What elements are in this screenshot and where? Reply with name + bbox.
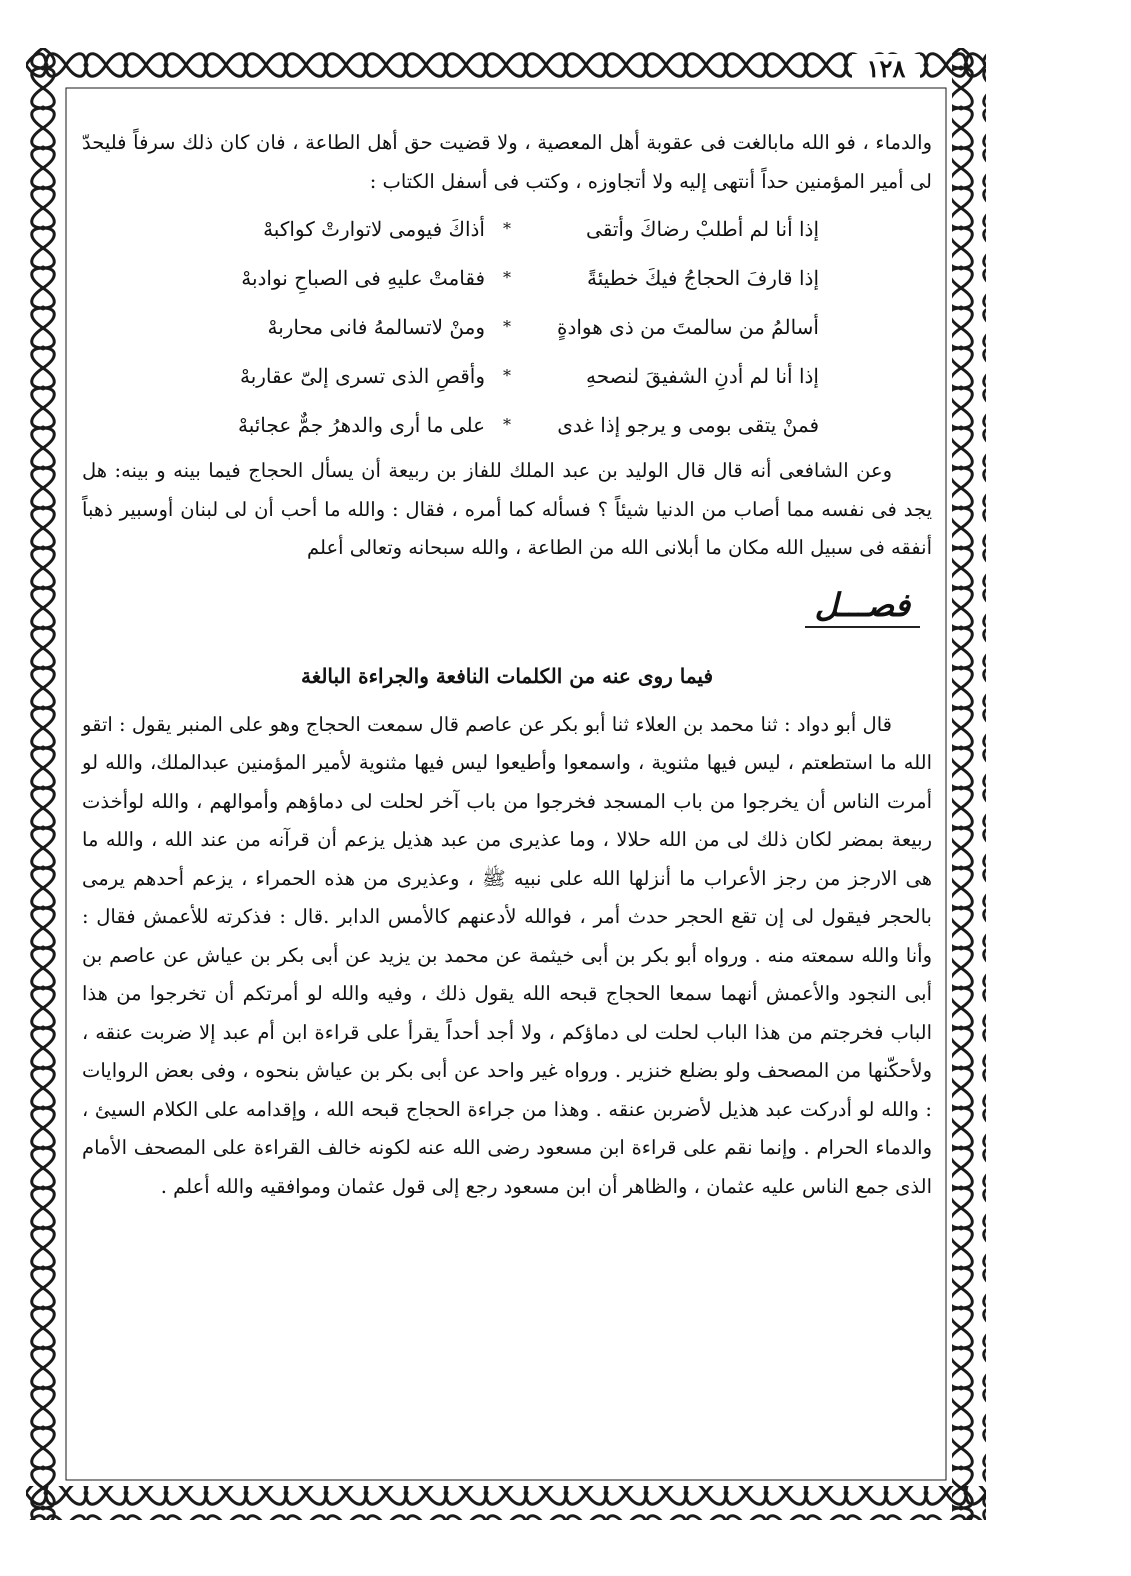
verse-first-hemistich: إذا أنا لم أدنِ الشفيقَ لنصحهِ <box>585 364 819 389</box>
verse-first-hemistich: فمنْ يتقى بومى و يرجو إذا غدى <box>557 413 819 438</box>
verse-second-hemistich: فقامتْ عليهِ فى الصباحِ نوادبهْ <box>241 266 485 291</box>
verse-first-hemistich: إذا قارفَ الحجاجُ فيكَ خطيئةً <box>587 266 819 291</box>
poem-verse <box>82 303 932 352</box>
verse-second-hemistich: على ما أرى والدهرُ جمٌّ عجائبهْ <box>237 413 485 438</box>
page-number: ١٢٨ <box>852 54 920 83</box>
verse-first-hemistich: أسالمُ من سالمتَ من ذى هوادةٍ <box>556 315 819 340</box>
verse-separator: * <box>503 219 511 239</box>
poem-verse <box>82 401 932 450</box>
poem-verse <box>82 254 932 303</box>
verse-second-hemistich: وأقصِ الذى تسرى إلىّ عقاربهْ <box>239 364 485 389</box>
verse-separator: * <box>503 317 511 337</box>
fasl-heading <box>82 586 932 630</box>
main-paragraph: قال أبو دواد : ثنا محمد بن العلاء ثنا أبو بكر عن عاصم قال سمعت الحجاج وهو على المنبر يقول : اتقو الله ما استطعتم ، ليس فيها مثنوية ، واسمعوا وأطيعوا ليس فيها مثنوية لأمير المؤمنين عبدالملك، والله لو أمرت الناس أن يخرجوا من باب المسجد فخرجوا من باب آخر لحلت لى دماؤهم وأموالهم ، والله لوأخذت ربيعة بمضر لكان ذلك لى من الله حلالا ، وما عذيرى من عبد هذيل يزعم أن قرآنه من عند الله ، والله ما هى الارجز من رجز الأعراب ما أنزلها الله على نبيه ﷺ ، وعذيرى من هذه الحمراء ، يزعم أحدهم يرمى بالحجر فيقول لى إن تقع الحجر حدث أمر ، فوالله لأدعنهم كالأمس الدابر .قال : فذكرته للأعمش فقال : وأنا والله سمعته منه . ورواه أبو بكر بن أبى خيثمة عن محمد بن يزيد عن أبى بكر بن عياش عن عاصم بن أبى النجود والأعمش أنهما سمعا الحجاج قبحه الله يقول ذلك ، وفيه والله لو أمرتكم أن تخرجوا من هذا الباب فخرجتم من هذا الباب لحلت لى دماؤكم ، ولا أجد أحداً يقرأ على قراءة ابن أم عبد إلا ضربت عنقه ، ولأحكّنها من المصحف ولو بضلع خنزير . ورواه غير واحد عن أبى بكر بن عياش بنحوه ، وفى بعض الروايات : والله لو أدركت عبد هذيل لأضربن عنقه . وهذا من جراءة الحجاج قبحه الله ، وإقدامه على الكلام السيئ ، والدماء الحرام . وإنما نقم على قراءة ابن مسعود رضى الله عنه لكونه خالف القراءة على المصحف الأمام الذى جمع الناس عليه عثمان ، والظاهر أن ابن مسعود رجع إلى قول عثمان وموافقيه والله أعلم . <box>82 712 932 1198</box>
poem-verse <box>82 352 932 401</box>
poem-verse <box>82 205 932 254</box>
page-body <box>82 124 932 1206</box>
verse-second-hemistich: أذاكَ فيومى لاتوارتْ كواكبهْ <box>263 217 485 242</box>
poem <box>82 205 932 450</box>
top-paragraph: والدماء ، فو الله مابالغت فى عقوبة أهل المعصية ، ولا قضيت حق أهل الطاعة ، فان كان ذلك سرفاً فليحدّ لى أمير المؤمنين حداً أنتهى إليه ولا أتجاوزه ، وكتب فى أسفل الكتاب : <box>82 131 932 193</box>
verse-second-hemistich: ومنْ لاتسالمهُ فانى محاربهْ <box>267 315 485 340</box>
verse-separator: * <box>503 366 511 386</box>
verse-first-hemistich: إذا أنا لم أطلبْ رضاكَ وأتقى <box>586 217 819 242</box>
section-title: فيما روى عنه من الكلمات النافعة والجراءة البالغة <box>300 664 714 688</box>
verse-separator: * <box>503 268 511 288</box>
verse-separator: * <box>503 415 511 435</box>
shafii-paragraph: وعن الشافعى أنه قال قال الوليد بن عبد الملك للفاز بن ربيعة أن يسأل الحجاج فيما بينه و بينه: هل يجد فى نفسه مما أصاب من الدنيا شيئاً ؟ فسأله كما أمره ، فقال : والله ما أحب أن لى لبنان أوسبير ذهباً أنفقه فى سبيل الله مكان ما أبلانى الله من الطاعة ، والله سبحانه وتعالى أعلم <box>82 459 932 559</box>
fasl-heading-text: فصـــل <box>805 586 920 629</box>
